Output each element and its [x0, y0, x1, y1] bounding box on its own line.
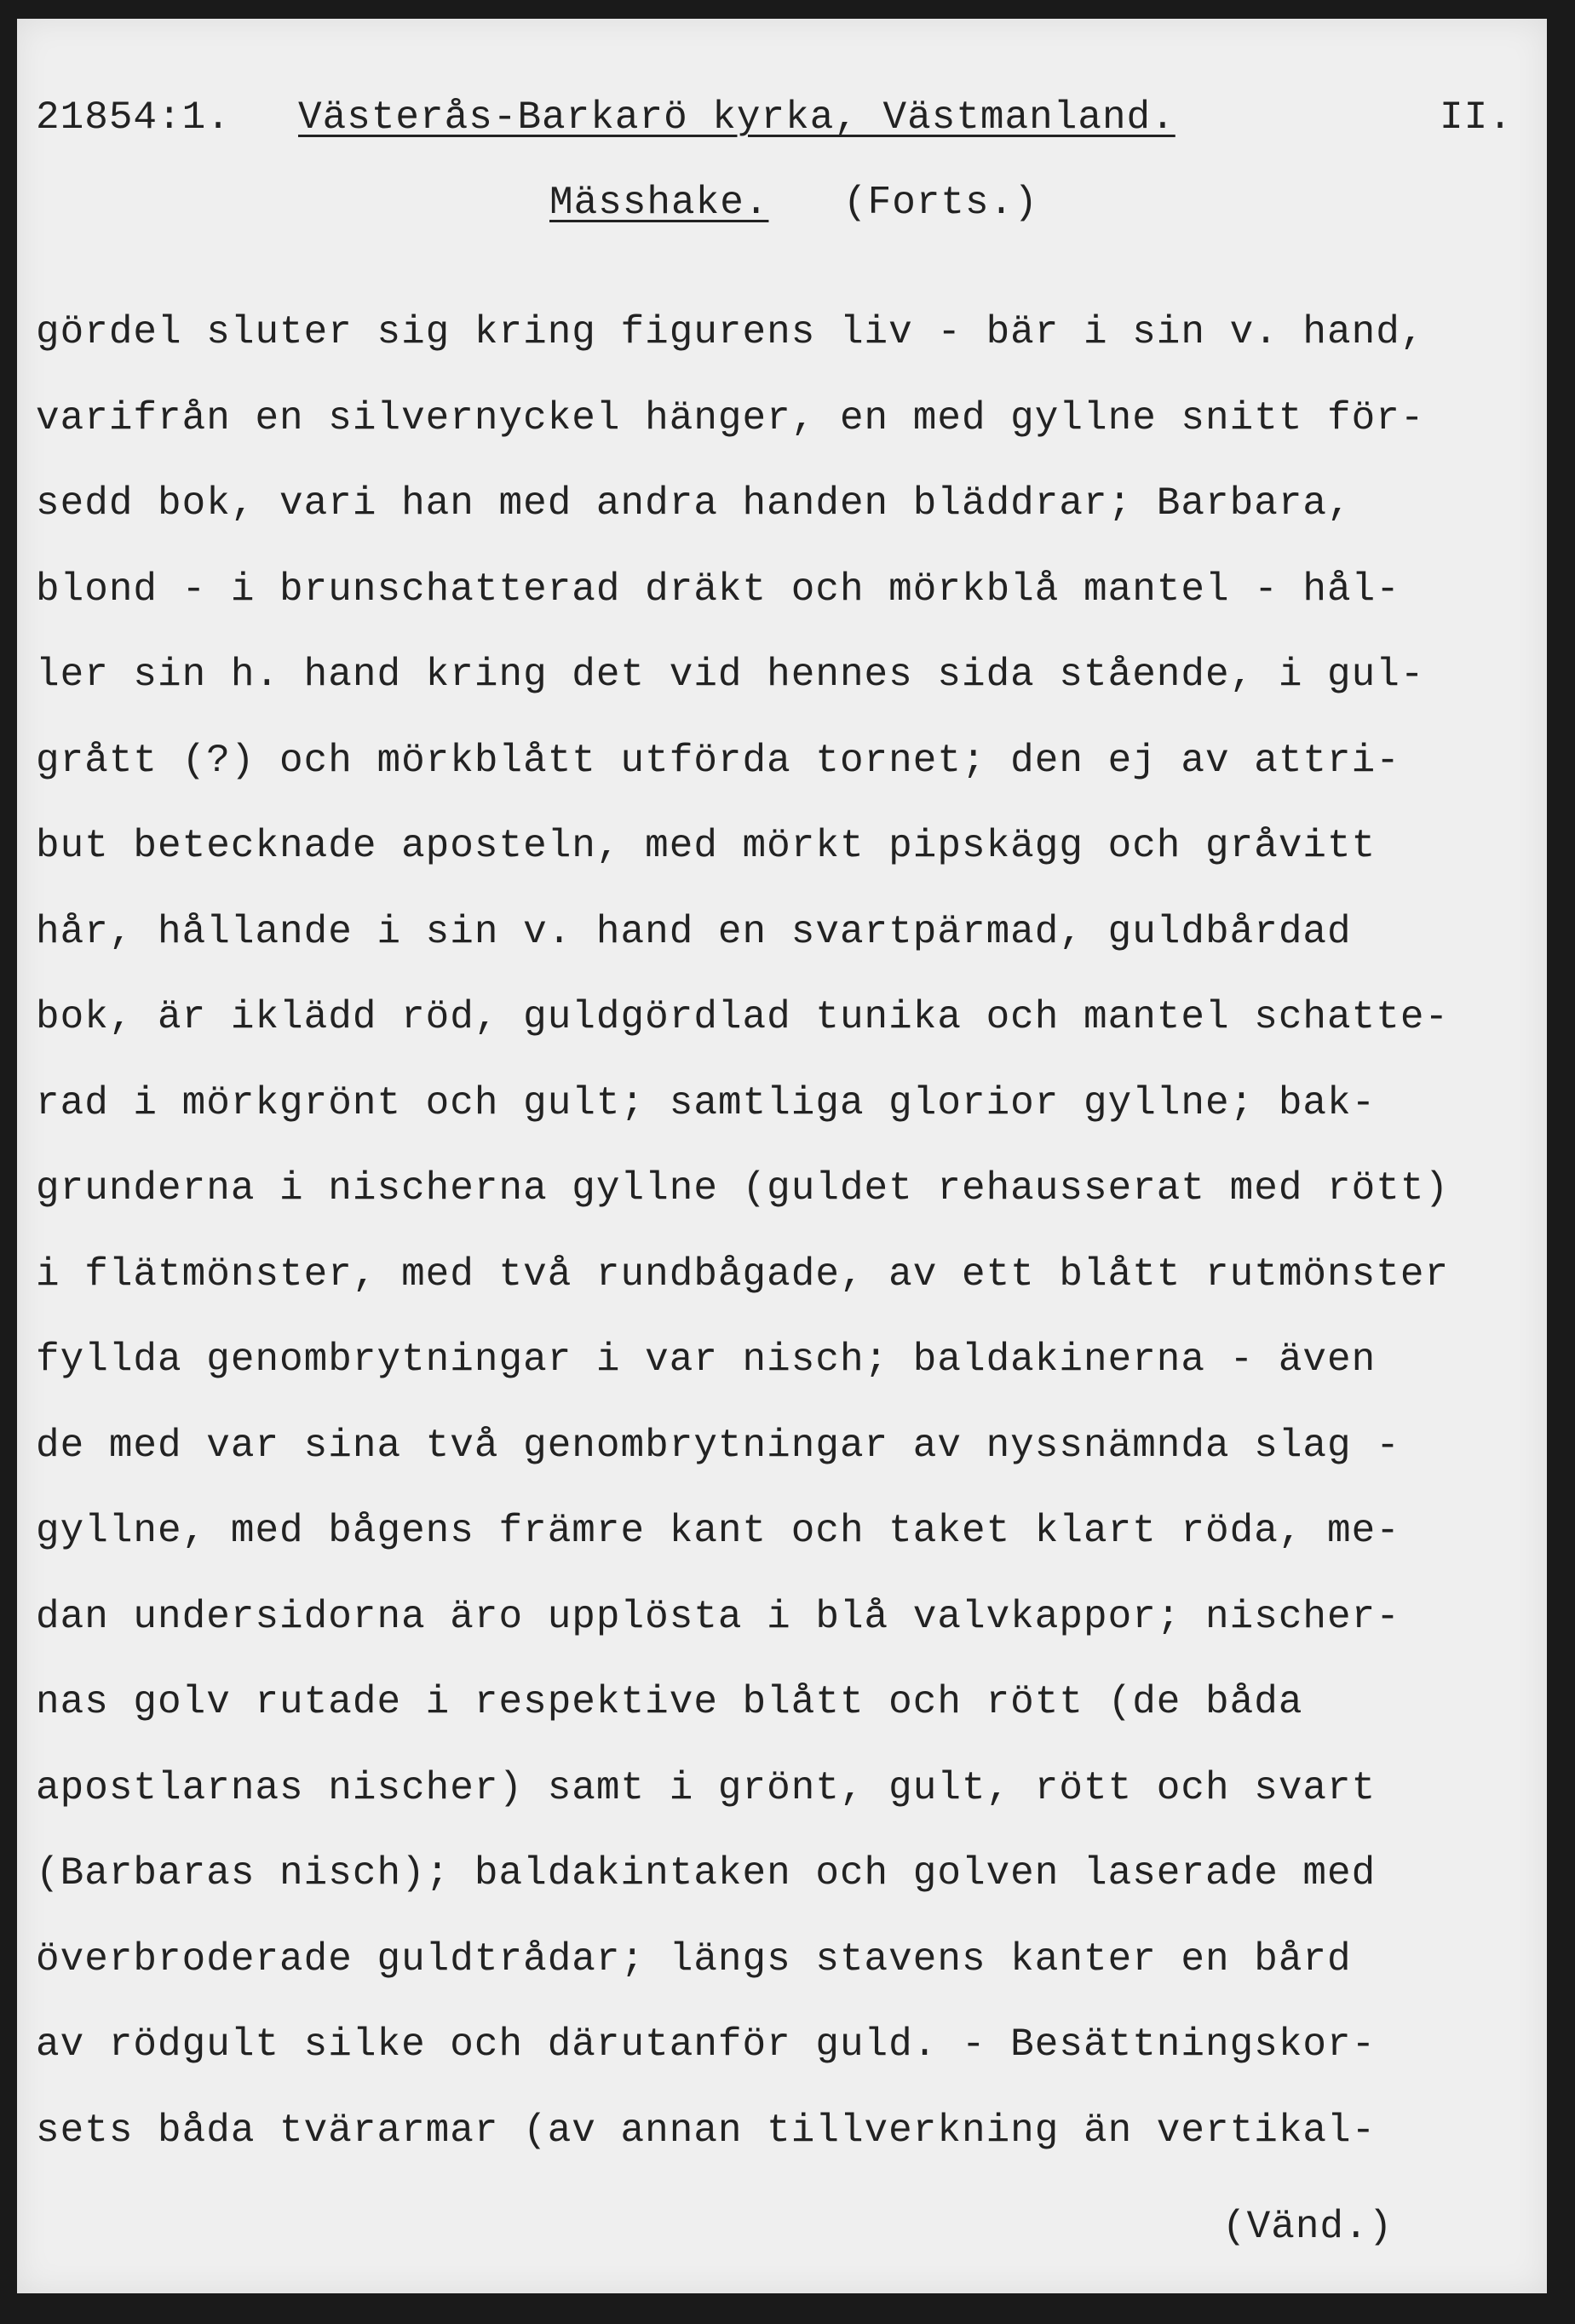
- body-text: [36, 307, 1543, 2190]
- text-line: överbroderade guldtrådar; längs stavens kanter en bård: [36, 1936, 1352, 1982]
- text-line: sedd bok, vari han med andra handen bläddrar; Barbara,: [36, 481, 1352, 526]
- text-line: grunderna i nischerna gyllne (guldet rehausserat med rött): [36, 1166, 1450, 1211]
- text-line: rad i mörkgrönt och gult; samtliga glorior gyllne; bak-: [36, 1080, 1377, 1125]
- text-line: bok, är iklädd röd, guldgördlad tunika och mantel schatte-: [36, 995, 1450, 1039]
- text-line: apostlarnas nischer) samt i grönt, gult, rött och svart: [36, 1765, 1377, 1810]
- continuation-note: (Forts.): [843, 181, 1038, 225]
- object-name: Mässhake.: [549, 181, 769, 225]
- text-line: ler sin h. hand kring det vid hennes sida stående, i gul-: [36, 653, 1425, 697]
- text-line: i flätmönster, med två rundbågade, av ett blått rutmönster: [36, 1251, 1450, 1297]
- text-line: blond - i brunschatterad dräkt och mörkblå mantel - hål-: [36, 567, 1400, 612]
- text-line: nas golv rutade i respektive blått och rött (de båda: [36, 1680, 1303, 1724]
- page-number: II.: [1440, 95, 1513, 140]
- text-line: varifrån en silvernyckel hänger, en med gyllne snitt för-: [36, 395, 1425, 440]
- text-line: sets båda tvärarmar (av annan tillverkning än vertikal-: [36, 2108, 1377, 2153]
- card-title: Västerås-Barkarö kyrka, Västmanland.: [298, 95, 1176, 140]
- text-line: gördel sluter sig kring figurens liv - bär i sin v. hand,: [36, 310, 1425, 354]
- catalog-number: 21854:1.: [36, 95, 231, 140]
- text-line: (Barbaras nisch); baldakintaken och golven laserade med: [36, 1851, 1377, 1895]
- text-line: gyllne, med bågens främre kant och taket klart röda, me-: [36, 1509, 1400, 1553]
- text-line: de med var sina två genombrytningar av nyssnämnda slag -: [36, 1423, 1400, 1468]
- text-line: dan undersidorna äro upplösta i blå valvkappor; nischer-: [36, 1594, 1400, 1639]
- text-line: hår, hållande i sin v. hand en svartpärmad, guldbårdad: [36, 909, 1352, 954]
- text-line: av rödgult silke och därutanför guld. - Besättningskor-: [36, 2022, 1377, 2067]
- turn-over-note: (Vänd.): [1222, 2205, 1394, 2249]
- text-line: but betecknade aposteln, med mörkt pipskägg och gråvitt: [36, 824, 1377, 868]
- text-line: grått (?) och mörkblått utförda tornet; den ej av attri-: [36, 738, 1400, 783]
- text-line: fyllda genombrytningar i var nisch; baldakinerna - även: [36, 1337, 1377, 1382]
